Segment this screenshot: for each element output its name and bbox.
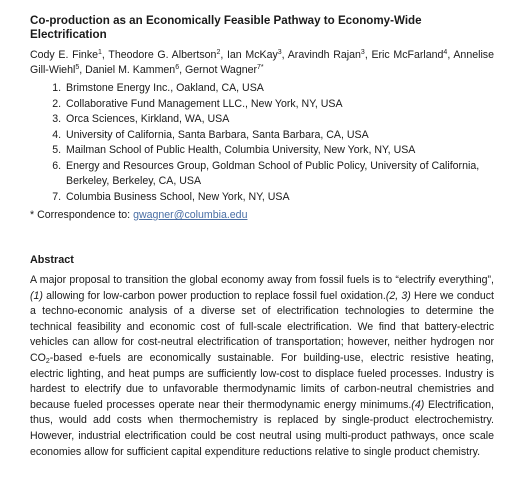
author-name: Gernot Wagner	[185, 64, 258, 76]
affiliation-item: 1. Brimstone Energy Inc., Oakland, CA, USA	[64, 81, 494, 97]
paper-page	[30, 14, 494, 460]
author-affiliation-marker: 3	[360, 49, 365, 56]
author-affiliation-marker: 6	[175, 64, 180, 71]
author-list	[30, 48, 494, 78]
abstract-text: Electrification, thus, would add costs when thermochemistry is replaced by single-product electrochemistry. However, industrial electrification could be cost neutral using multi-product pathways, once scale economies allow for sufficient capital expenditure reductions relative to single product chemistry.	[30, 398, 494, 458]
abstract-text: A major proposal to transition the global economy away from fossil fuels is to “electrify everything”,	[30, 274, 494, 286]
correspondence-label: * Correspondence to:	[30, 209, 134, 221]
abstract-text: allowing for low-carbon power production to replace fossil fuel oxidation.	[42, 289, 386, 302]
paper-title: Co-production as an Economically Feasible Pathway to Economy-Wide Electrification	[30, 14, 422, 41]
author-name: Eric McFarland	[371, 49, 444, 61]
affiliation-item: 5. Mailman School of Public Health, Columbia University, New York, NY, USA	[64, 143, 494, 159]
correspondence-line	[30, 208, 494, 223]
author-separator: ,	[364, 49, 372, 61]
affiliation-item: 2. Collaborative Fund Management LLC., New York, NY, USA	[64, 97, 494, 113]
affiliation-item: 6. Energy and Resources Group, Goldman School of Public Policy, University of California, Berkeley, Berkeley, CA, USA	[64, 159, 494, 190]
author-separator: ,	[281, 49, 288, 61]
author-name: Theodore G. Albertson	[108, 49, 217, 61]
citation-ref: (1)	[30, 289, 43, 302]
author-name: Cody E. Finke	[30, 49, 99, 61]
author-separator: ,	[79, 64, 86, 76]
abstract-body	[30, 273, 494, 460]
affiliation-item: 3. Orca Sciences, Kirkland, WA, USA	[64, 112, 494, 128]
abstract-text: -based e-fuels are economically sustainable. For building-use, electric resistive heating, electric lighting, and heat pumps are sufficiently low-cost to displace fueled processes. Industry is hardest to electrify due to unfavorable thermodynamic limits of carbon-neutral chemistries and because fueled processes operate near their thermodynamic energy minimums.	[30, 351, 494, 411]
citation-ref: (2, 3)	[385, 289, 411, 302]
correspondence-email-link[interactable]: gwagner@columbia.edu	[133, 209, 248, 221]
affiliation-item: 4. University of California, Santa Barbara, Santa Barbara, CA, USA	[64, 128, 494, 144]
author-separator: ,	[101, 49, 109, 61]
subscript-2: 2	[45, 357, 50, 365]
author-name: Daniel M. Kammen	[85, 64, 176, 76]
affiliation-item: 7. Columbia Business School, New York, NY, USA	[64, 190, 494, 206]
author-separator: ,	[447, 49, 454, 61]
abstract-text: Here we conduct a techno-economic analysis of a diverse set of electrification technologies to determine the technical feasibility and economic cost of full-scale electrification. We find that battery-electric vehicles can allow for cost-neutral electrification of transportation; however, neither hydrogen nor CO	[30, 289, 494, 364]
author-affiliation-marker: 1	[98, 49, 102, 56]
affiliation-list	[30, 81, 494, 205]
author-separator: ,	[179, 64, 185, 76]
author-separator: ,	[220, 49, 227, 61]
author-name: Ian McKay	[226, 49, 278, 61]
abstract-heading: Abstract	[30, 254, 74, 266]
author-affiliation-marker: 5	[75, 64, 80, 71]
citation-ref: (4)	[411, 398, 425, 411]
author-affiliation-marker: 4	[443, 49, 448, 56]
author-name: Annelise Gill-Wiehl	[30, 49, 494, 76]
author-affiliation-marker: 2	[216, 49, 221, 56]
author-affiliation-marker: 7*	[257, 64, 264, 71]
author-affiliation-marker: 3	[277, 49, 282, 56]
author-name: Aravindh Rajan	[287, 49, 361, 61]
